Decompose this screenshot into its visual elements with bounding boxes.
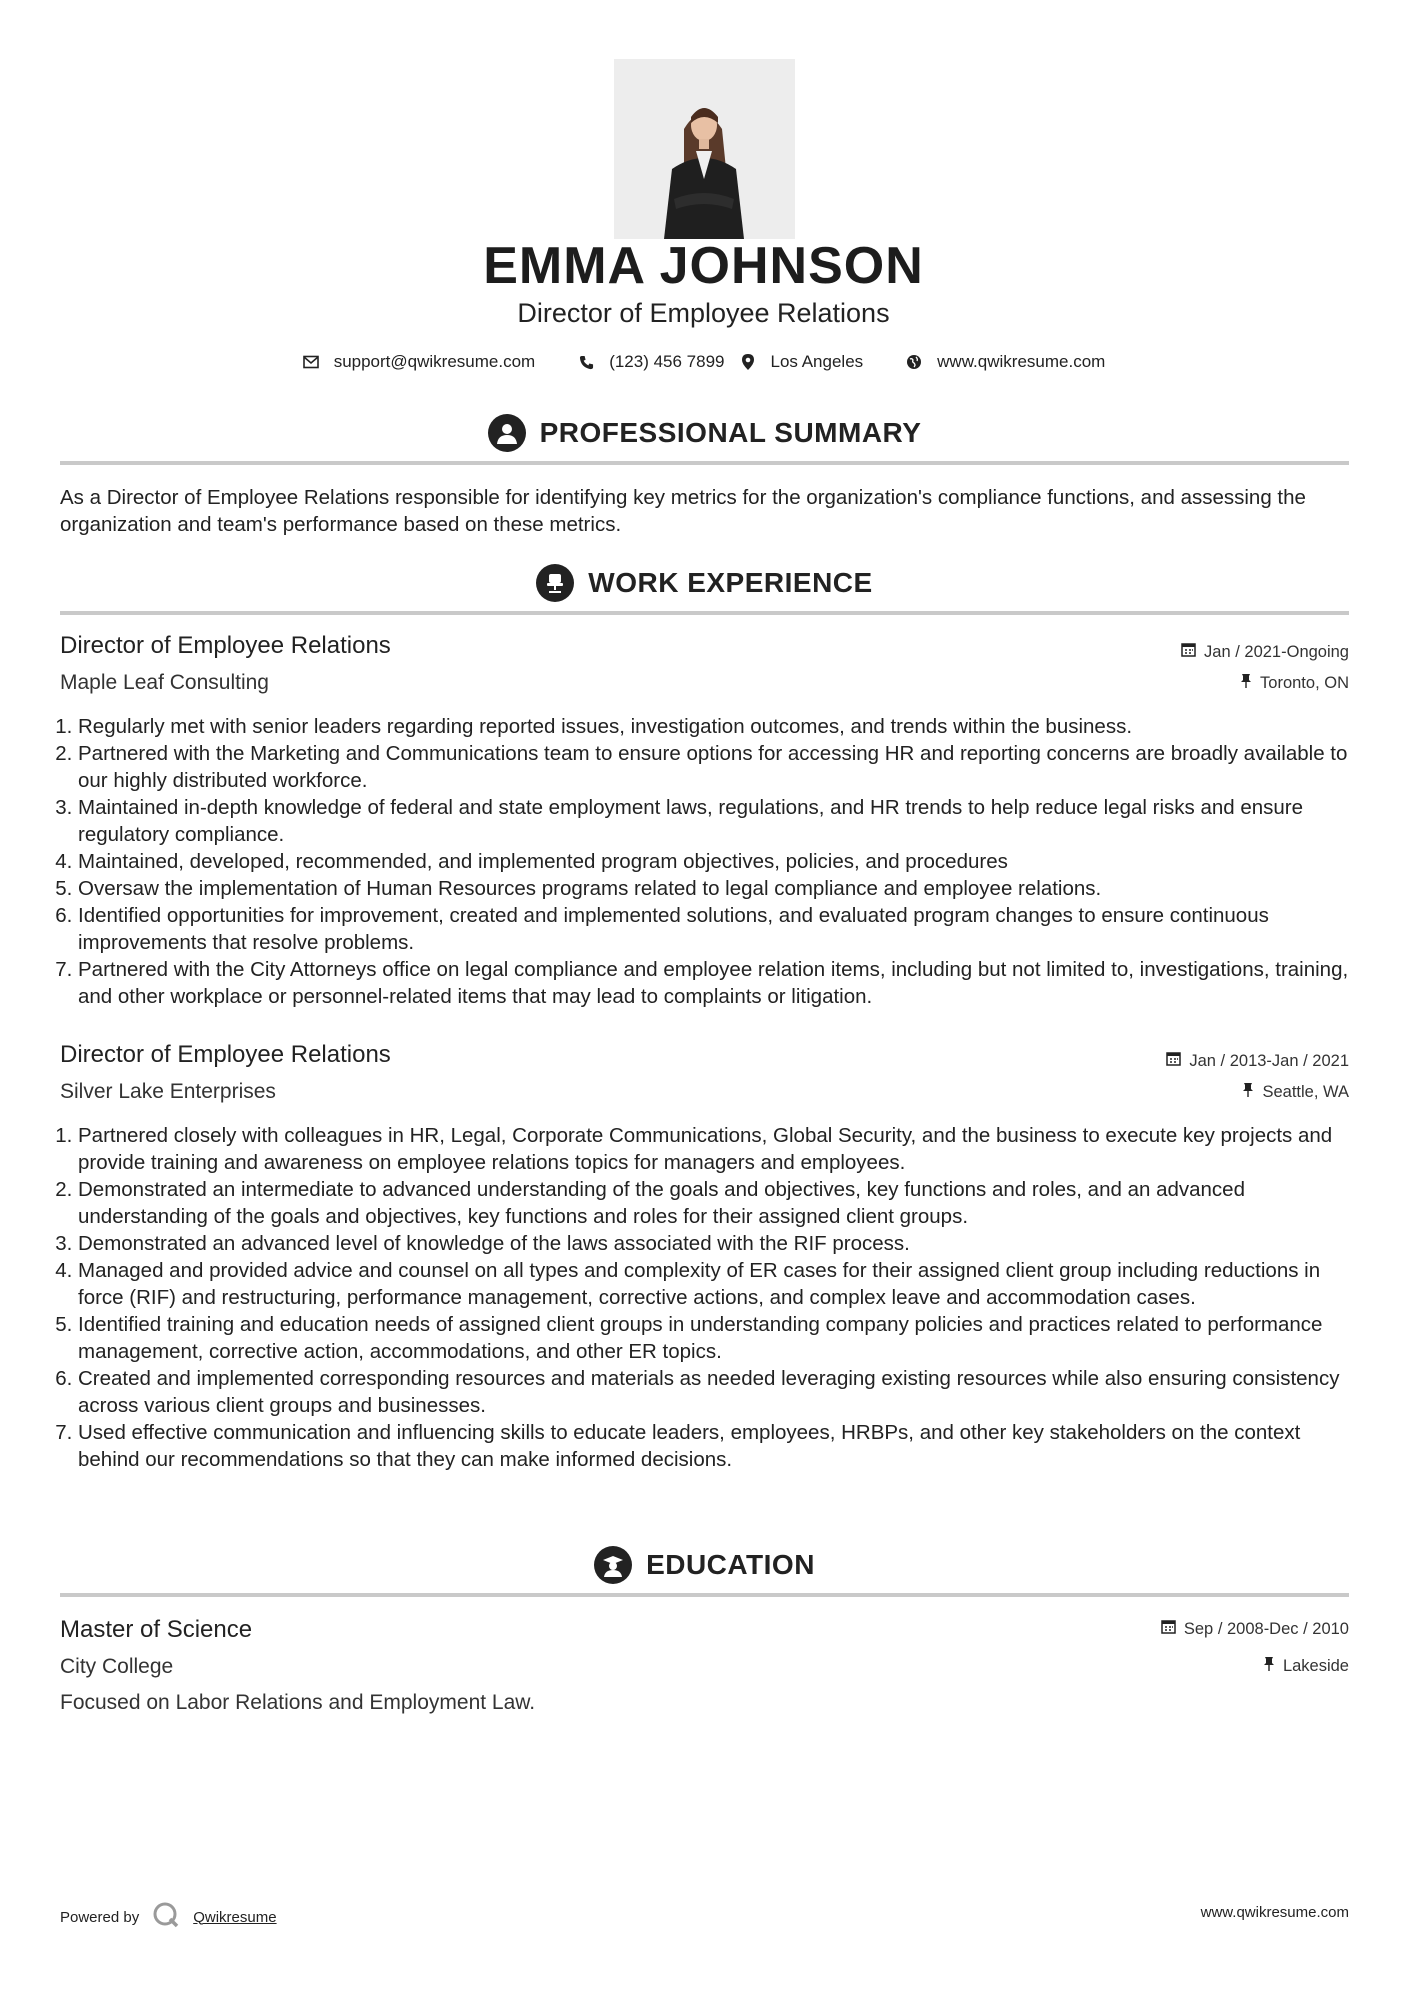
list-item: 6. Identified opportunities for improvement, created and implemented solutions, and evaluated program changes to ensure continuous improvements that resolve problems. [78,902,1367,956]
candidate-title: Director of Employee Relations [517,298,890,328]
list-item: 4. Maintained, developed, recommended, and implemented program objectives, policies, and procedures [78,848,1367,875]
summary-text: As a Director of Employee Relations responsible for identifying key metrics for the organization's compliance functions, and assessing the organization and team's performance based on these metrics. [60,486,1306,536]
education-dates [1161,1619,1349,1639]
list-item: 1. Partnered closely with colleagues in HR, Legal, Corporate Communications, Global Security, and the business to execute key projects and provide training and awareness on employee relations topics for managers and employees. [78,1122,1367,1176]
person-photo-illustration [614,59,795,239]
job-title: Director of Employee Relations [60,632,391,659]
list-item: 5. Oversaw the implementation of Human Resources programs related to legal compliance and employee relations. [78,875,1367,902]
list-item: 7. Partnered with the City Attorneys office on legal compliance and employee relation items, including but not limited to, investigations, training, and other workplace or personnel-related items that may lead to complaints or litigation. [78,956,1367,1010]
calendar-icon [1181,642,1196,662]
list-item: 5. Identified training and education needs of assigned client groups in understanding company policies and practices related to performance management, corrective action, accommodations, and other ER topics. [78,1311,1367,1365]
qwikresume-link[interactable]: Qwikresume [193,1908,277,1926]
contact-phone[interactable]: (123) 456 7899 [609,352,725,371]
job-bullets [60,1122,1367,1473]
job-dates-text: Jan / 2021-Ongoing [1204,642,1349,661]
contact-location: Los Angeles [770,352,864,371]
job-location-text: Seattle, WA [1262,1082,1349,1101]
experience-heading [60,564,1349,602]
footer-powered-by [60,1900,277,1934]
phone-icon [577,353,595,371]
pushpin-icon [1240,673,1252,693]
contact-email[interactable]: support@qwikresume.com [333,352,536,371]
summary-heading [60,414,1349,452]
job-company: Maple Leaf Consulting [60,671,269,694]
experience-heading-text: WORK EXPERIENCE [588,567,873,598]
office-chair-icon [536,564,574,602]
summary-divider [60,461,1349,465]
education-heading-text: EDUCATION [646,1549,815,1580]
job-location [1240,673,1349,693]
education-dates-text: Sep / 2008-Dec / 2010 [1183,1619,1349,1638]
list-item: 2. Partnered with the Marketing and Communications team to ensure options for accessing HR and reporting concerns are broadly available to our highly distributed workforce. [78,740,1367,794]
job-dates [1181,642,1349,662]
list-item: 7. Used effective communication and influencing skills to educate leaders, employees, HRBPs, and other key stakeholders on the context behind our recommendations so that they can make informed decisions. [78,1419,1367,1473]
education-note: Focused on Labor Relations and Employment Law. [60,1691,536,1714]
envelope-icon [302,353,320,371]
globe-icon [905,353,923,371]
education-location-text: Lakeside [1282,1656,1349,1675]
contact-bar [0,352,1407,372]
pushpin-icon [1242,1082,1254,1102]
candidate-name: EMMA JOHNSON [483,237,924,295]
school: City College [60,1655,174,1678]
experience-divider [60,611,1349,615]
summary-heading-text: PROFESSIONAL SUMMARY [539,417,922,448]
degree: Master of Science [60,1616,253,1643]
job-bullets [60,713,1367,1010]
job-company: Silver Lake Enterprises [60,1080,276,1103]
footer-website[interactable]: www.qwikresume.com [1200,1904,1349,1921]
education-heading [60,1546,1349,1584]
map-marker-icon [739,353,757,371]
pushpin-icon [1263,1656,1275,1676]
list-item: 4. Managed and provided advice and counsel on all types and complexity of ER cases for their assigned client group including reductions in force (RIF) and restructuring, performance management, corrective actions, and complex leave and accommodation cases. [78,1257,1367,1311]
list-item: 6. Created and implemented corresponding resources and materials as needed leveraging existing resources while also ensuring consistency across various client groups and businesses. [78,1365,1367,1419]
job-dates [1166,1051,1349,1071]
education-divider [60,1593,1349,1597]
job-location [1242,1082,1349,1102]
qwikresume-logo-icon [151,1900,181,1934]
contact-website[interactable]: www.qwikresume.com [937,352,1106,371]
calendar-icon [1166,1051,1181,1071]
education-location [1263,1656,1349,1676]
job-dates-text: Jan / 2013-Jan / 2021 [1189,1051,1349,1070]
user-icon [488,414,526,452]
list-item: 3. Demonstrated an advanced level of knowledge of the laws associated with the RIF process. [78,1230,1367,1257]
job-title: Director of Employee Relations [60,1041,391,1068]
list-item: 2. Demonstrated an intermediate to advanced understanding of the goals and objectives, key functions and roles, and an advanced understanding of the goals and objectives, key functions and roles for their assigned client groups. [78,1176,1367,1230]
calendar-icon [1161,1619,1176,1639]
profile-photo [614,59,795,239]
list-item: 3. Maintained in-depth knowledge of federal and state employment laws, regulations, and HR trends to help reduce legal risks and ensure regulatory compliance. [78,794,1367,848]
job-location-text: Toronto, ON [1260,673,1349,692]
graduate-icon [594,1546,632,1584]
powered-by-label: Powered by [60,1908,140,1926]
list-item: 1. Regularly met with senior leaders regarding reported issues, investigation outcomes, and trends within the business. [78,713,1367,740]
